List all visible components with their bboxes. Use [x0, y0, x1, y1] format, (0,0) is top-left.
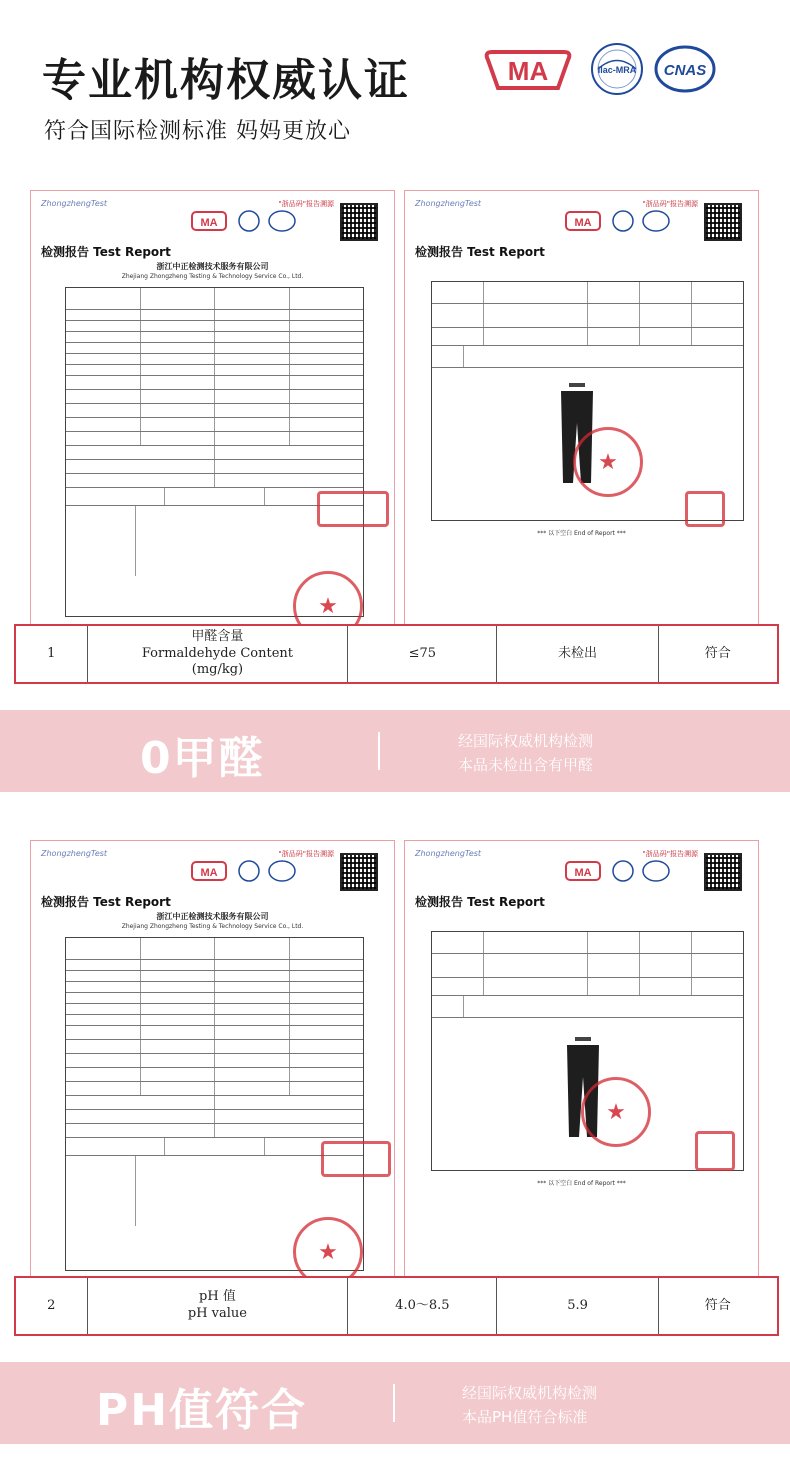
result-item-en: Formaldehyde Content — [141, 645, 293, 661]
report-brand-2: ZhongzhengTest — [415, 199, 482, 208]
banner-headline: 0甲醛 — [140, 733, 265, 784]
result-conclusion-2: 符合 — [704, 1297, 731, 1313]
banner-headline-2: PH值符合 — [96, 1385, 308, 1436]
sample-seal-icon-4: ★ — [581, 1077, 651, 1147]
highlighted-result-row — [14, 624, 779, 684]
sample-seal-icon — [317, 491, 389, 527]
report-title-2: 检测报告 Test Report — [415, 245, 545, 259]
inspection-seal-icon — [685, 491, 725, 527]
ilac-logo-text: ilac-MRA — [597, 65, 637, 75]
page-title: 专业机构权威认证 — [42, 55, 410, 106]
svg-text:MA: MA — [574, 217, 592, 229]
report-company-en: Zhejiang Zhongzheng Testing & Technology Service Co., Ltd. — [121, 273, 304, 280]
qr-code-icon-3 — [340, 853, 378, 891]
report-trace-label-3: "浙品码"报告溯源 — [278, 850, 334, 858]
report-cnas-icon-3 — [267, 859, 297, 883]
test-report-page-2 — [404, 190, 759, 630]
report-title: 检测报告 Test Report — [41, 245, 171, 259]
report-ilac-icon-4 — [611, 859, 635, 883]
report-ilac-icon-2 — [611, 209, 635, 233]
banner-line-2: 本品未检出含有甲醛 — [458, 756, 594, 774]
report-header-3 — [41, 849, 384, 909]
banner-line-1-2: 经国际权威机构检测 — [462, 1384, 598, 1402]
result-index: 1 — [16, 626, 88, 682]
qr-code-icon-4 — [704, 853, 742, 891]
report-header-2 — [415, 199, 748, 259]
test-report-page-1 — [30, 190, 395, 630]
result-item-cn-2: pH 值 — [199, 1289, 236, 1305]
svg-text:MA: MA — [200, 867, 218, 879]
report-ilac-icon — [237, 209, 261, 233]
qr-code-icon — [340, 203, 378, 241]
report-trace-label-2: "浙品码"报告溯源 — [642, 200, 698, 208]
report-ma-icon-2 — [565, 211, 601, 231]
report-section-ph — [0, 840, 790, 1340]
svg-text:MA: MA — [200, 217, 218, 229]
result-value-2: 5.9 — [497, 1278, 658, 1334]
report-cnas-icon — [267, 209, 297, 233]
banner-divider-2 — [393, 1384, 395, 1422]
sample-seal-icon-2: ★ — [573, 427, 643, 497]
formaldehyde-banner — [0, 710, 790, 792]
page-header — [0, 0, 790, 190]
cnas-logo-text: CNAS — [663, 62, 707, 79]
banner-line-1: 经国际权威机构检测 — [458, 732, 594, 750]
report-form-grid — [65, 287, 364, 617]
report-company-cn: 浙江中正检测技术服务有限公司 — [156, 262, 269, 271]
report-brand-4: ZhongzhengTest — [415, 849, 482, 858]
report-brand-3: ZhongzhengTest — [41, 849, 108, 858]
report-trace-label-4: "浙品码"报告溯源 — [642, 850, 698, 858]
report-ilac-icon-3 — [237, 859, 261, 883]
ph-banner — [0, 1362, 790, 1444]
cnas-logo — [654, 44, 716, 94]
ma-logo — [482, 48, 574, 92]
report-header-4 — [415, 849, 748, 909]
report-end-text: *** 以下空白 End of Report *** — [537, 530, 626, 537]
result-index-2: 2 — [16, 1278, 88, 1334]
result-requirement: ≤75 — [348, 626, 497, 682]
report-header — [41, 199, 384, 259]
report-title-4: 检测报告 Test Report — [415, 895, 545, 909]
test-report-page-2-copy — [404, 840, 759, 1280]
result-value: 未检出 — [497, 626, 658, 682]
result-item-en-2: pH value — [187, 1306, 247, 1321]
result-item-unit: (mg/kg) — [191, 662, 244, 678]
certification-logos — [482, 42, 752, 102]
report-trace-label: "浙品码"报告溯源 — [278, 200, 334, 208]
highlighted-result-row-2 — [14, 1276, 779, 1336]
banner-line-2-2: 本品PH值符合标准 — [462, 1408, 588, 1426]
report-ma-icon-4 — [565, 861, 601, 881]
page-subtitle: 符合国际检测标准 妈妈更放心 — [44, 119, 351, 144]
ilac-mra-logo — [590, 42, 644, 96]
official-seal-icon: ★ — [293, 571, 363, 641]
report-end-text-2: *** 以下空白 End of Report *** — [537, 1180, 626, 1187]
report-company-en-2: Zhejiang Zhongzheng Testing & Technology Service Co., Ltd. — [121, 923, 304, 930]
inspection-seal-icon-2 — [695, 1131, 735, 1171]
official-seal-icon-2: ★ — [293, 1217, 363, 1287]
result-requirement-2: 4.0～8.5 — [348, 1278, 497, 1334]
result-conclusion: 符合 — [704, 645, 731, 661]
ma-logo-text: MA — [507, 56, 549, 86]
svg-text:MA: MA — [574, 867, 592, 879]
banner-divider — [378, 732, 380, 770]
report-ma-icon — [191, 211, 227, 231]
result-item-cn: 甲醛含量 — [191, 628, 244, 644]
report-company-cn-2: 浙江中正检测技术服务有限公司 — [156, 912, 269, 921]
qr-code-icon-2 — [704, 203, 742, 241]
report-section-formaldehyde — [0, 190, 790, 690]
report-cnas-icon-4 — [641, 859, 671, 883]
result-item-2 — [88, 1278, 349, 1334]
report-cnas-icon-2 — [641, 209, 671, 233]
result-item — [88, 626, 349, 682]
test-report-page-1-copy — [30, 840, 395, 1280]
report-brand: ZhongzhengTest — [41, 199, 108, 208]
sample-seal-icon-3 — [321, 1141, 391, 1177]
report-title-3: 检测报告 Test Report — [41, 895, 171, 909]
report-ma-icon-3 — [191, 861, 227, 881]
